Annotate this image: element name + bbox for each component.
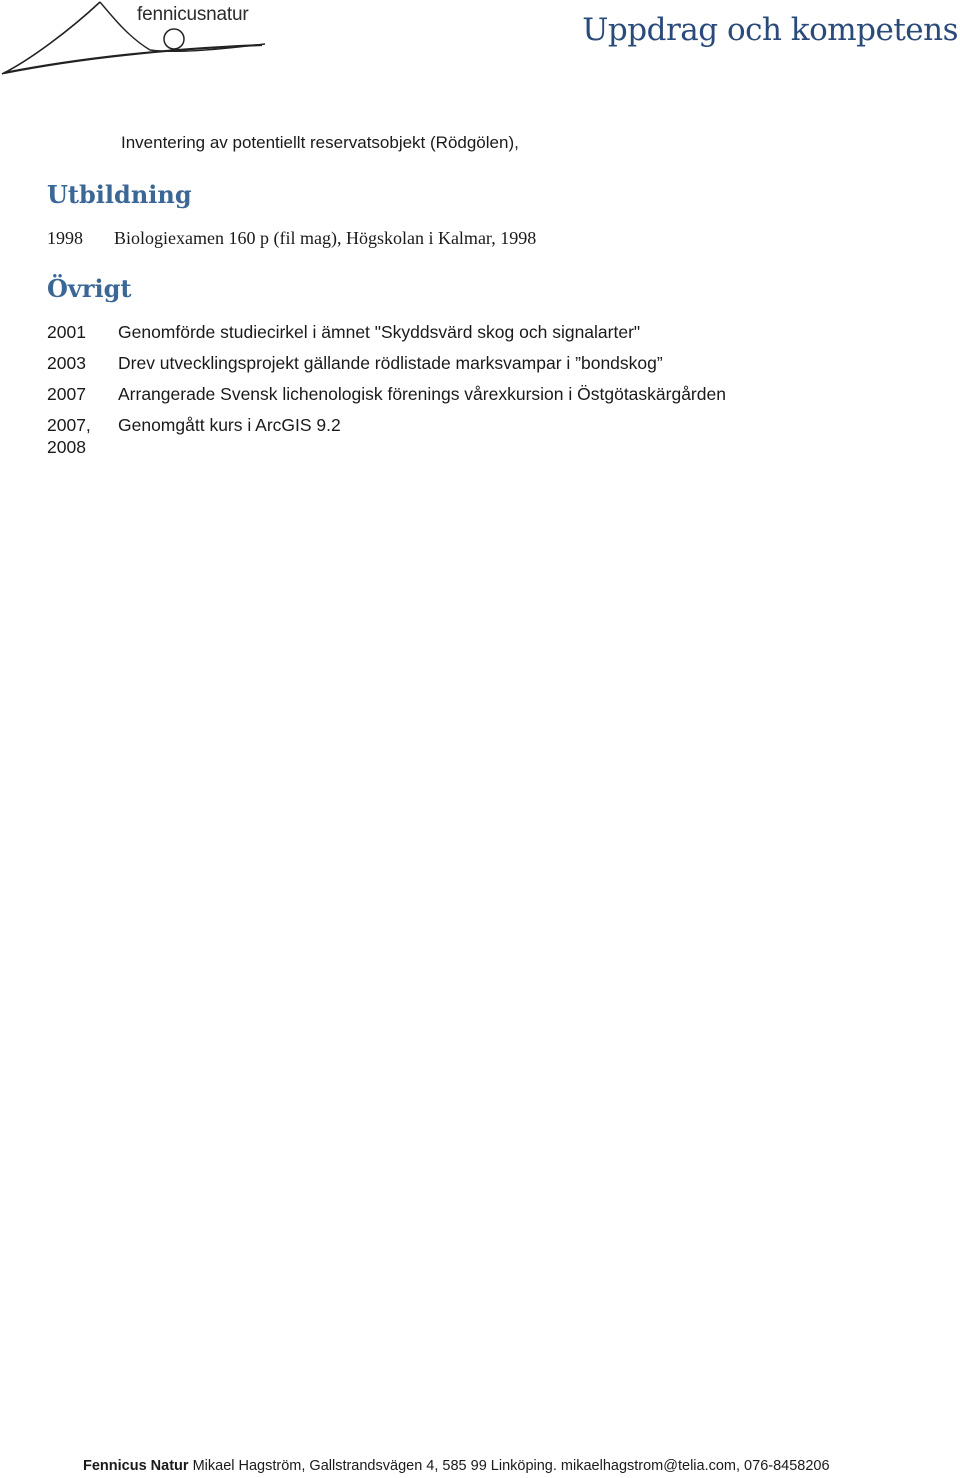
page-title: Uppdrag och kompetens <box>582 12 958 48</box>
list-item <box>47 352 927 383</box>
intro-line: Inventering av potentiellt reservatsobjekt (Rödgölen), <box>121 133 519 152</box>
education-text: Biologiexamen 160 p (fil mag), Högskolan i Kalmar, 1998 <box>114 228 537 248</box>
footer-brand: Fennicus Natur <box>83 1458 189 1474</box>
list-item <box>47 414 927 457</box>
education-item <box>47 228 536 249</box>
page-footer <box>83 1458 830 1474</box>
item-text: Genomförde studiecirkel i ämnet "Skyddsvärd skog och signalarter" <box>118 322 641 342</box>
item-year: 2007 <box>47 384 86 404</box>
list-item <box>47 383 927 414</box>
list-item <box>47 321 927 352</box>
item-text: Arrangerade Svensk lichenologisk förenings vårexkursion i Östgötaskärgården <box>118 384 726 404</box>
item-text: Drev utvecklingsprojekt gällande rödlistade marksvampar i ”bondskog” <box>118 353 663 373</box>
item-year: 2001 <box>47 322 86 342</box>
logo-wordmark: fennicusnatur <box>137 4 249 25</box>
item-text: Genomgått kurs i ArcGIS 9.2 <box>118 415 341 435</box>
item-year: 2003 <box>47 353 86 373</box>
education-year: 1998 <box>47 228 83 248</box>
other-heading: Övrigt <box>47 274 132 303</box>
company-logo <box>0 0 270 80</box>
footer-contact: Mikael Hagström, Gallstrandsvägen 4, 585 99 Linköping. mikaelhagstrom@telia.com, 076-8458206 <box>192 1458 830 1474</box>
education-heading: Utbildning <box>47 180 192 209</box>
other-list <box>47 321 927 457</box>
item-year: 2007, 2008 <box>47 415 91 457</box>
